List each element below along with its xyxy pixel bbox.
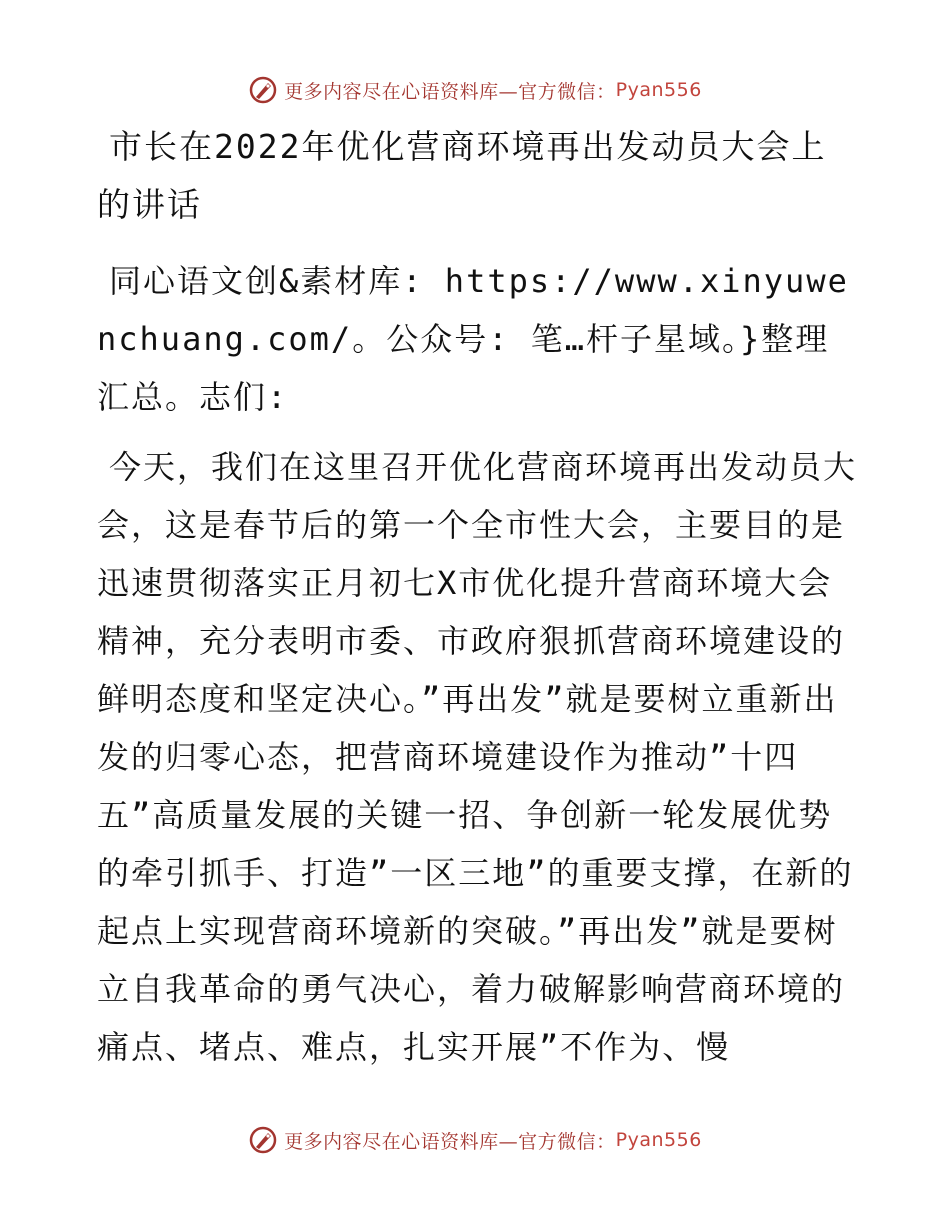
body-paragraph: 今天，我们在这里召开优化营商环境再出发动员大会，这是春节后的第一个全市性大会，主要目的是迅速贯彻落实正月初七X市优化提升营商环境大会精神，充分表明市委、市政府狠抓营商环境建设的鲜明态度和坚定决心。”再出发”就是要树立重新出发的归零心态，把营商环境建设作为推动”十四五”高质量发展的关键一招、争创新一轮发展优势的牵引抓手、打造”一区三地”的重要支撑，在新的起点上实现营商环境新的突破。”再出发”就是要树立自我革命的勇气决心，着力破解影响营商环境的痛点、堵点、难点，扎实开展”不作为、慢 xyxy=(97,448,858,1066)
watermark-wechat-id: Pyan556 xyxy=(615,79,702,101)
source-note: 同心语文创&素材库: https://www.xinyuwenchuang.com/。公众号: 笔…杆子星域。}整理汇总。志们: xyxy=(97,262,849,416)
pen-nib-logo-icon xyxy=(248,75,278,105)
watermark-text: 更多内容尽在心语资料库—官方微信： xyxy=(284,1130,616,1153)
watermark-text: 更多内容尽在心语资料库—官方微信： xyxy=(284,80,616,103)
document-title: 市长在2022年优化营商环境再出发动员大会上的讲话 xyxy=(97,127,827,224)
watermark-wechat-id: Pyan556 xyxy=(615,1129,702,1151)
footer-watermark xyxy=(0,1118,950,1162)
document-body xyxy=(97,118,857,1076)
header-watermark xyxy=(0,68,950,112)
pen-nib-logo-icon xyxy=(248,1125,278,1155)
